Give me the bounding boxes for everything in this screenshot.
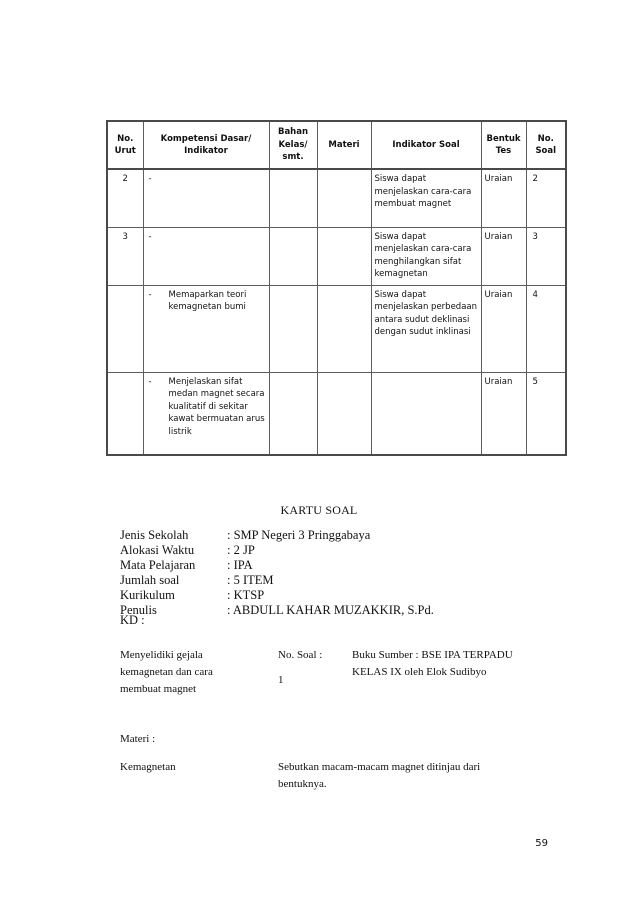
cell-bentuk-tes: Uraian xyxy=(481,285,526,372)
cell-bentuk-tes: Uraian xyxy=(481,169,526,227)
materi-value: Kemagnetan xyxy=(120,761,176,773)
cell-indikator-soal: Siswa dapat menjelaskan perbedaan antara sudut deklinasi dengan sudut inklinasi xyxy=(371,285,481,372)
cell-bahan xyxy=(269,285,317,372)
kisi-kisi-table xyxy=(106,120,567,456)
table-row xyxy=(107,285,566,372)
buku-sumber: Buku Sumber : BSE IPA TERPADU KELAS IX oleh Elok Sudibyo xyxy=(352,649,513,678)
header-materi: Materi xyxy=(317,121,371,169)
cell-materi xyxy=(317,169,371,227)
table-header-row xyxy=(107,121,566,169)
cell-indikator-soal: Siswa dapat menjelaskan cara-cara membuat magnet xyxy=(371,169,481,227)
header-bentuk-tes: Bentuk Tes xyxy=(481,121,526,169)
page-number: 59 xyxy=(535,838,548,849)
info-block xyxy=(120,528,434,618)
soal-text: Sebutkan macam-macam magnet ditinjau dari bentuknya. xyxy=(278,761,481,790)
header-kompetensi: Kompetensi Dasar/ Indikator xyxy=(143,121,269,169)
cell-no-urut xyxy=(107,372,143,455)
info-row: Penulis : ABDULL KAHAR MUZAKKIR, S.Pd. xyxy=(120,603,434,617)
no-soal-value: 1 xyxy=(278,674,284,686)
cell-materi xyxy=(317,285,371,372)
cell-no-soal: 5 xyxy=(526,372,566,455)
cell-bahan xyxy=(269,227,317,285)
no-soal-label: No. Soal : xyxy=(278,649,323,661)
cell-kompetensi: - Menjelaskan sifat medan magnet secara kualitatif di sekitar kawat bermuatan arus listrik xyxy=(143,372,269,455)
cell-indikator-soal xyxy=(371,372,481,455)
cell-bahan xyxy=(269,169,317,227)
info-row: Alokasi Waktu : 2 JP xyxy=(120,543,255,557)
materi-label: Materi : xyxy=(120,733,156,745)
kd-label: KD : xyxy=(120,613,145,627)
header-no-soal: No. Soal xyxy=(526,121,566,169)
cell-bentuk-tes: Uraian xyxy=(481,227,526,285)
cell-indikator-soal: Siswa dapat menjelaskan cara-cara menghilangkan sifat kemagnetan xyxy=(371,227,481,285)
cell-no-soal: 4 xyxy=(526,285,566,372)
info-row: Jumlah soal : 5 ITEM xyxy=(120,573,274,587)
info-row: Mata Pelajaran : IPA xyxy=(120,558,253,572)
table-row xyxy=(107,227,566,285)
cell-materi xyxy=(317,372,371,455)
cell-bentuk-tes: Uraian xyxy=(481,372,526,455)
cell-no-soal: 3 xyxy=(526,227,566,285)
header-bahan: Bahan Kelas/ smt. xyxy=(269,121,317,169)
kartu-soal-title: KARTU SOAL xyxy=(280,503,358,517)
header-indikator-soal: Indikator Soal xyxy=(371,121,481,169)
cell-no-soal: 2 xyxy=(526,169,566,227)
table-row xyxy=(107,372,566,455)
cell-kompetensi: - xyxy=(143,227,269,285)
table-row xyxy=(107,169,566,227)
cell-kompetensi: - Memaparkan teori kemagnetan bumi xyxy=(143,285,269,372)
cell-materi xyxy=(317,227,371,285)
kd-text: Menyelidiki gejala kemagnetan dan cara membuat magnet xyxy=(120,649,213,695)
cell-kompetensi: - xyxy=(143,169,269,227)
cell-bahan xyxy=(269,372,317,455)
cell-no-urut: 3 xyxy=(107,227,143,285)
info-row: Jenis Sekolah : SMP Negeri 3 Pringgabaya xyxy=(120,528,371,542)
cell-no-urut: 2 xyxy=(107,169,143,227)
cell-no-urut xyxy=(107,285,143,372)
header-no-urut: No. Urut xyxy=(107,121,143,169)
info-row: Kurikulum : KTSP xyxy=(120,588,265,602)
